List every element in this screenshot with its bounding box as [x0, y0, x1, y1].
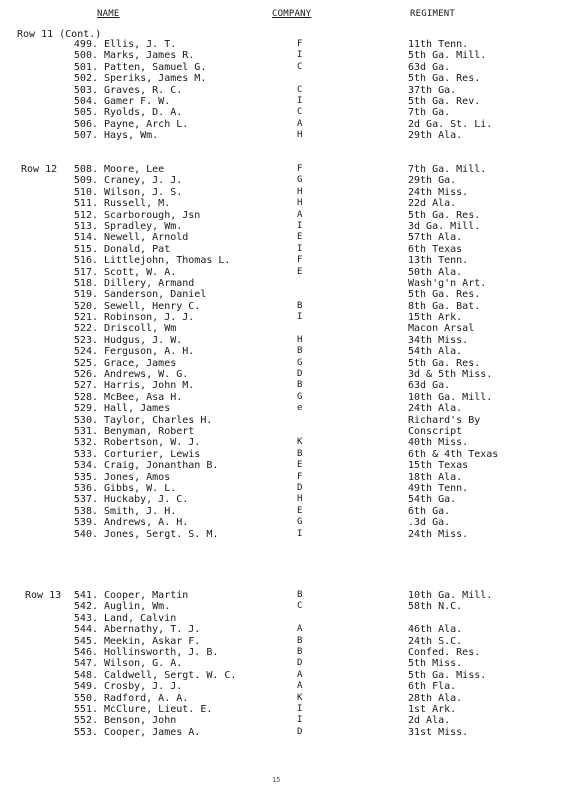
list-item: [0, 392, 571, 403]
entry-company: B: [297, 448, 303, 459]
list-item: [0, 107, 571, 118]
list-item: [0, 198, 571, 209]
entry-regiment: 63d Ga.: [408, 380, 451, 392]
entry-number: 549.: [73, 681, 98, 693]
entry-company: D: [297, 482, 303, 493]
entry-regiment: .3d Ga.: [408, 517, 451, 529]
entry-company: C: [297, 61, 303, 72]
entry-regiment: 18th Ala.: [408, 471, 463, 483]
list-item: [0, 96, 571, 107]
entry-number: 502.: [73, 73, 98, 85]
entry-company: B: [297, 346, 303, 357]
entry-name: McBee, Asa H.: [104, 391, 183, 403]
entry-regiment: 22d Ala.: [408, 198, 457, 210]
entry-name: Sanderson, Daniel: [104, 289, 207, 301]
list-item: [0, 130, 571, 141]
entry-name: Patten, Samuel G.: [104, 61, 207, 73]
entry-name: Smith, J. H.: [104, 505, 177, 517]
list-item: [0, 278, 571, 289]
entry-number: 512.: [73, 209, 98, 221]
entry-name: Cooper, James A.: [104, 726, 201, 738]
entry-company: H: [297, 198, 303, 209]
list-item: [0, 187, 571, 198]
entry-company: A: [297, 669, 303, 680]
entry-name: Crosby, J. J.: [104, 681, 183, 693]
entry-name: Gibbs, W. L.: [104, 482, 177, 494]
entry-company: I: [297, 220, 303, 231]
entry-company: I: [297, 95, 303, 106]
list-item: [0, 460, 571, 471]
entry-company: A: [297, 209, 303, 220]
entry-name: Hollinsworth, J. B.: [104, 646, 219, 658]
header-name: NAME: [97, 9, 120, 19]
entry-regiment: 11th Tenn.: [408, 39, 469, 50]
entry-number: 536.: [73, 482, 98, 494]
entry-regiment: 24th Miss.: [408, 528, 469, 540]
entry-number: 515.: [73, 243, 98, 255]
entry-company: K: [297, 692, 303, 703]
entry-number: 534.: [73, 460, 98, 472]
list-item: [0, 517, 571, 528]
entry-regiment: 5th Miss.: [408, 658, 463, 670]
entry-company: F: [297, 164, 303, 174]
entry-regiment: 24th Ala.: [408, 403, 463, 415]
entry-number: 537.: [73, 494, 98, 506]
list-item: [0, 506, 571, 517]
entry-regiment: Wash'g'n Art.: [408, 277, 487, 289]
list-item: [0, 636, 571, 647]
entry-name: Ellis, J. T.: [104, 39, 177, 50]
list-item: [0, 483, 571, 494]
entry-regiment: 5th Ga. Res.: [408, 73, 481, 85]
entry-name: Dillery, Armand: [104, 277, 195, 289]
entry-company: I: [297, 703, 303, 714]
entry-company: H: [297, 186, 303, 197]
list-item: [0, 267, 571, 278]
entry-regiment: 2d Ala.: [408, 715, 451, 727]
list-item: [0, 244, 571, 255]
entry-number: 541.: [73, 590, 98, 601]
entry-regiment: 5th Ga. Rev.: [408, 95, 481, 107]
entry-number: 531.: [73, 425, 98, 437]
list-item: [0, 164, 571, 175]
entry-company: H: [297, 130, 303, 141]
entry-name: Robinson, J. J.: [104, 312, 195, 324]
row-label: Row 12: [21, 164, 58, 175]
entry-number: 529.: [73, 403, 98, 415]
entry-company: E: [297, 505, 303, 516]
page-number: 15: [272, 776, 281, 784]
entry-name: Graves, R. C.: [104, 84, 183, 96]
entry-name: Russell, M.: [104, 198, 171, 210]
entry-regiment: 54th Ga.: [408, 494, 457, 506]
entry-regiment: 10th Ga. Mill.: [408, 391, 493, 403]
entry-name: Andrews, A. H.: [104, 517, 189, 529]
entry-regiment: 15th Ark.: [408, 312, 463, 324]
row-label: Row 11 (Cont.): [17, 29, 102, 40]
entry-number: 517.: [73, 266, 98, 278]
entry-company: I: [297, 50, 303, 61]
entry-number: 520.: [73, 300, 98, 312]
entry-name: Harris, John M.: [104, 380, 195, 392]
list-item: [0, 50, 571, 61]
entry-regiment: Macon Arsal: [408, 323, 475, 335]
list-item: [0, 704, 571, 715]
entry-company: I: [297, 243, 303, 254]
entry-regiment: 58th N.C.: [408, 601, 463, 613]
entry-regiment: 6th Fla.: [408, 681, 457, 693]
entry-name: Auglin, Wm.: [104, 601, 171, 613]
list-item: [0, 426, 571, 437]
entry-regiment: 31st Miss.: [408, 726, 469, 738]
entry-name: Sewell, Henry C.: [104, 300, 201, 312]
entry-number: 553.: [73, 726, 98, 738]
entry-company: D: [297, 658, 303, 669]
entries-row-12: [0, 164, 571, 540]
entry-regiment: 37th Ga.: [408, 84, 457, 96]
entry-regiment: 63d Ga.: [408, 61, 451, 73]
entry-company: G: [297, 517, 303, 528]
entry-number: 500.: [73, 50, 98, 62]
entry-regiment: Confed. Res.: [408, 646, 481, 658]
entry-regiment: 13th Tenn.: [408, 255, 469, 267]
entry-number: 544.: [73, 624, 98, 636]
entry-number: 548.: [73, 669, 98, 681]
entry-company: H: [297, 334, 303, 345]
entry-name: Scott, W. A.: [104, 266, 177, 278]
entry-number: 507.: [73, 130, 98, 142]
entry-company: A: [297, 624, 303, 635]
entry-number: 546.: [73, 646, 98, 658]
entry-regiment: 29th Ga.: [408, 175, 457, 187]
entry-name: Wilson, J. S.: [104, 186, 183, 198]
list-item: [0, 232, 571, 243]
entry-number: 526.: [73, 369, 98, 381]
entry-company: K: [297, 437, 303, 448]
entry-name: Marks, James R.: [104, 50, 195, 62]
list-item: [0, 312, 571, 323]
entry-company: D: [297, 726, 303, 737]
entry-name: Jones, Amos: [104, 471, 171, 483]
entry-name: Robertson, W. J.: [104, 437, 201, 449]
entries-row-11: [0, 39, 571, 142]
entry-company: G: [297, 357, 303, 368]
list-item: [0, 647, 571, 658]
entry-number: 518.: [73, 277, 98, 289]
entry-company: B: [297, 646, 303, 657]
list-item: [0, 73, 571, 84]
entry-regiment: 54th Ala.: [408, 346, 463, 358]
entry-name: Hudgus, J. W.: [104, 334, 183, 346]
entry-name: Benson, John: [104, 715, 177, 727]
list-item: [0, 62, 571, 73]
entry-name: Gamer F. W.: [104, 95, 171, 107]
entry-name: Newell, Arnold: [104, 232, 189, 244]
header-company: COMPANY: [272, 9, 312, 19]
list-item: [0, 590, 571, 601]
entry-regiment: 10th Ga. Mill.: [408, 590, 493, 601]
entry-company: I: [297, 528, 303, 539]
list-item: [0, 358, 571, 369]
entries-row-13: [0, 590, 571, 738]
row-label: Row 13: [25, 590, 62, 601]
entry-company: F: [297, 39, 303, 49]
entry-number: 533.: [73, 448, 98, 460]
list-item: [0, 119, 571, 130]
list-item: [0, 323, 571, 334]
entry-name: Land, Calvin: [104, 612, 177, 624]
entry-name: Cooper, Martin: [104, 590, 189, 601]
entry-name: Taylor, Charles H.: [104, 414, 213, 426]
entry-number: 551.: [73, 703, 98, 715]
entry-regiment: 29th Ala.: [408, 130, 463, 142]
entry-name: Jones, Sergt. S. M.: [104, 528, 219, 540]
entry-number: 524.: [73, 346, 98, 358]
list-item: [0, 255, 571, 266]
entry-company: G: [297, 175, 303, 186]
entry-number: 510.: [73, 186, 98, 198]
entry-company: E: [297, 232, 303, 243]
list-item: [0, 658, 571, 669]
entry-name: Donald, Pat: [104, 243, 171, 255]
entry-name: Craig, Jonanthan B.: [104, 460, 219, 472]
entry-name: Radford, A. A.: [104, 692, 189, 704]
entry-regiment: 49th Tenn.: [408, 482, 469, 494]
entry-regiment: 1st Ark.: [408, 703, 457, 715]
list-item: [0, 369, 571, 380]
entry-number: 506.: [73, 118, 98, 130]
list-item: [0, 494, 571, 505]
list-item: [0, 335, 571, 346]
list-item: [0, 437, 571, 448]
entry-regiment: 15th Texas: [408, 460, 469, 472]
entry-number: 499.: [73, 39, 98, 50]
entry-company: A: [297, 681, 303, 692]
entry-regiment: 2d Ga. St. Li.: [408, 118, 493, 130]
entry-number: 552.: [73, 715, 98, 727]
entry-name: Hall, James: [104, 403, 171, 415]
entry-number: 523.: [73, 334, 98, 346]
entry-regiment: 34th Miss.: [408, 334, 469, 346]
entry-regiment: 7th Ga. Mill.: [408, 164, 487, 175]
entry-number: 545.: [73, 635, 98, 647]
entry-company: I: [297, 715, 303, 726]
list-item: [0, 289, 571, 300]
entry-number: 516.: [73, 255, 98, 267]
list-item: [0, 670, 571, 681]
entry-name: Scarborough, Jsn: [104, 209, 201, 221]
entry-regiment: 6th Ga.: [408, 505, 451, 517]
entry-company: D: [297, 369, 303, 380]
entry-regiment: 28th Ala.: [408, 692, 463, 704]
entry-company: E: [297, 266, 303, 277]
entry-name: Wilson, G. A.: [104, 658, 183, 670]
list-item: [0, 693, 571, 704]
entry-company: C: [297, 107, 303, 118]
entry-regiment: 6th & 4th Texas: [408, 448, 499, 460]
entry-number: 522.: [73, 323, 98, 335]
header-regiment: REGIMENT: [410, 9, 455, 19]
entry-regiment: 5th Ga. Miss.: [408, 669, 487, 681]
entry-name: Spradley, Wm.: [104, 220, 183, 232]
entry-name: Ryolds, D. A.: [104, 107, 183, 119]
list-item: [0, 449, 571, 460]
entry-regiment: 5th Ga. Res.: [408, 357, 481, 369]
entry-number: 547.: [73, 658, 98, 670]
list-item: [0, 715, 571, 726]
entry-company: F: [297, 471, 303, 482]
list-item: [0, 727, 571, 738]
entry-name: Moore, Lee: [104, 164, 165, 175]
entry-regiment: 3d Ga. Mill.: [408, 220, 481, 232]
list-item: [0, 85, 571, 96]
entry-company: E: [297, 460, 303, 471]
entry-regiment: 46th Ala.: [408, 624, 463, 636]
list-item: [0, 175, 571, 186]
entry-regiment: 40th Miss.: [408, 437, 469, 449]
entry-name: Craney, J. J.: [104, 175, 183, 187]
entry-number: 514.: [73, 232, 98, 244]
entry-regiment: 24th S.C.: [408, 635, 463, 647]
entry-regiment: 5th Ga. Res.: [408, 209, 481, 221]
list-item: [0, 472, 571, 483]
entry-number: 542.: [73, 601, 98, 613]
entry-number: 503.: [73, 84, 98, 96]
entry-company: C: [297, 601, 303, 612]
list-item: [0, 415, 571, 426]
entry-number: 521.: [73, 312, 98, 324]
entry-number: 530.: [73, 414, 98, 426]
entry-company: C: [297, 84, 303, 95]
entry-name: McClure, Lieut. E.: [104, 703, 213, 715]
list-item: [0, 624, 571, 635]
entry-company: F: [297, 255, 303, 266]
entry-company: B: [297, 380, 303, 391]
entry-number: 540.: [73, 528, 98, 540]
entry-name: Hays, Wm.: [104, 130, 159, 142]
entry-company: A: [297, 118, 303, 129]
list-item: [0, 601, 571, 612]
entry-number: 508.: [73, 164, 98, 175]
entry-name: Huckaby, J. C.: [104, 494, 189, 506]
entry-regiment: 6th Texas: [408, 243, 463, 255]
entry-number: 504.: [73, 95, 98, 107]
entry-regiment: 50th Ala.: [408, 266, 463, 278]
entry-number: 539.: [73, 517, 98, 529]
entry-regiment: 5th Ga. Res.: [408, 289, 481, 301]
entry-name: Andrews, W. G.: [104, 369, 189, 381]
entry-number: 505.: [73, 107, 98, 119]
entry-regiment: 8th Ga. Bat.: [408, 300, 481, 312]
entry-regiment: 7th Ga.: [408, 107, 451, 119]
entry-number: 525.: [73, 357, 98, 369]
entry-name: Benyman, Robert: [104, 425, 195, 437]
entry-company: I: [297, 312, 303, 323]
list-item: [0, 613, 571, 624]
list-item: [0, 301, 571, 312]
entry-number: 511.: [73, 198, 98, 210]
entry-number: 532.: [73, 437, 98, 449]
entry-name: Corturier, Lewis: [104, 448, 201, 460]
list-item: [0, 346, 571, 357]
list-item: [0, 681, 571, 692]
entry-regiment: 24th Miss.: [408, 186, 469, 198]
entry-regiment: Richard's By: [408, 414, 481, 426]
entry-name: Meekin, Askar F.: [104, 635, 201, 647]
list-item: [0, 210, 571, 221]
entry-name: Grace, James: [104, 357, 177, 369]
entry-company: B: [297, 635, 303, 646]
entry-name: Ferguson, A. H.: [104, 346, 195, 358]
entry-number: 509.: [73, 175, 98, 187]
entry-regiment: Conscript: [408, 425, 463, 437]
entry-name: Driscoll, Wm: [104, 323, 177, 335]
list-item: [0, 39, 571, 50]
entry-name: Payne, Arch L.: [104, 118, 189, 130]
entry-company: B: [297, 300, 303, 311]
entry-number: 527.: [73, 380, 98, 392]
entry-name: Speriks, James M.: [104, 73, 207, 85]
entry-number: 543.: [73, 612, 98, 624]
entry-company: H: [297, 494, 303, 505]
list-item: [0, 403, 571, 414]
entry-company: B: [297, 590, 303, 600]
entry-name: Abernathy, T. J.: [104, 624, 201, 636]
entry-number: 501.: [73, 61, 98, 73]
entry-number: 538.: [73, 505, 98, 517]
entry-name: Caldwell, Sergt. W. C.: [104, 669, 237, 681]
entry-regiment: 5th Ga. Mill.: [408, 50, 487, 62]
list-item: [0, 380, 571, 391]
list-item: [0, 529, 571, 540]
entry-number: 528.: [73, 391, 98, 403]
list-item: [0, 221, 571, 232]
entry-number: 513.: [73, 220, 98, 232]
entry-regiment: 3d & 5th Miss.: [408, 369, 493, 381]
entry-number: 519.: [73, 289, 98, 301]
entry-number: 550.: [73, 692, 98, 704]
entry-name: Littlejohn, Thomas L.: [104, 255, 231, 267]
entry-regiment: 57th Ala.: [408, 232, 463, 244]
entry-company: e: [297, 403, 303, 414]
entry-number: 535.: [73, 471, 98, 483]
entry-company: G: [297, 391, 303, 402]
